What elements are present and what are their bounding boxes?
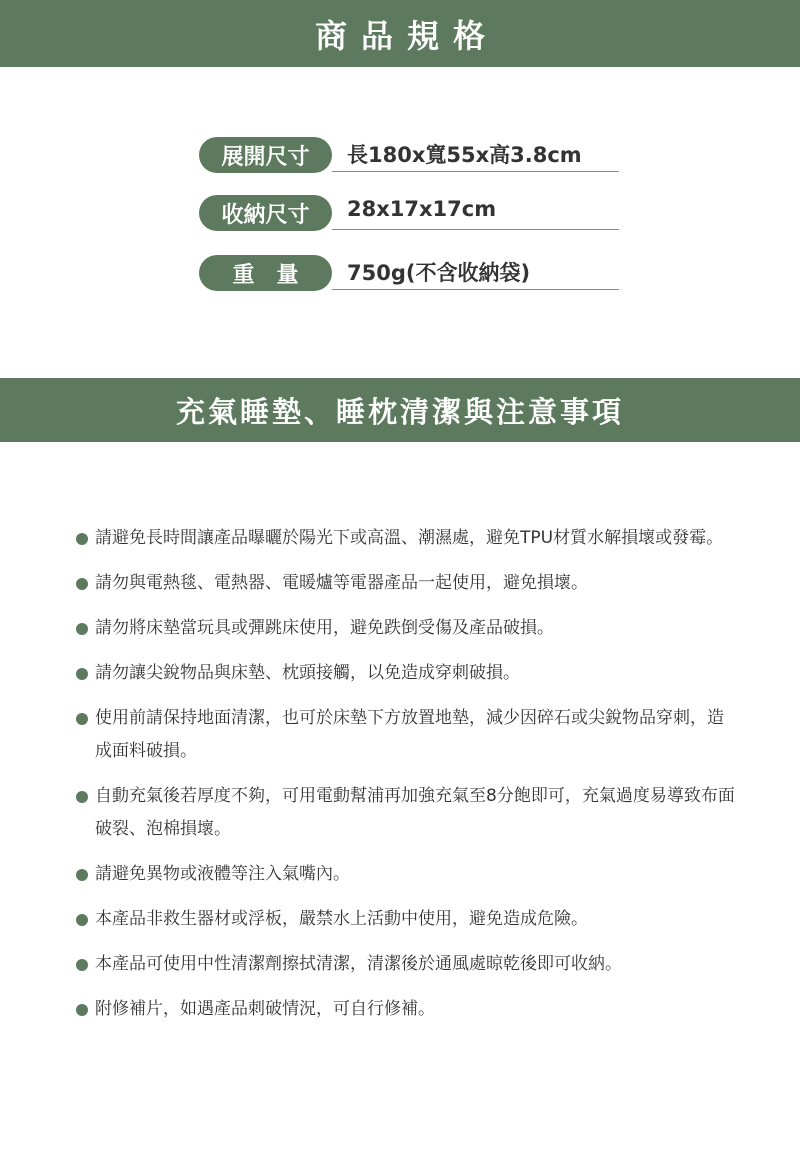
bullet-dot-icon	[76, 578, 88, 590]
list-item	[76, 702, 736, 768]
note-text: 請勿將床墊當玩具或彈跳床使用，避免跌倒受傷及產品破損。	[95, 618, 554, 638]
spec-value: 長180x寬55x高3.8cm	[347, 143, 582, 167]
list-item	[76, 858, 736, 891]
spec-banner	[0, 0, 800, 67]
list-item	[76, 567, 736, 600]
list-item	[76, 612, 736, 645]
spec-row-expanded-size	[199, 137, 619, 173]
spec-row-storage-size	[199, 195, 619, 231]
spec-value: 28x17x17cm	[347, 197, 497, 221]
list-item	[76, 780, 736, 846]
care-title: 充氣睡墊、睡枕清潔與注意事項	[175, 394, 624, 429]
bullet-dot-icon	[76, 1004, 88, 1016]
bullet-dot-icon	[76, 668, 88, 680]
spec-underline	[332, 171, 619, 172]
note-text: 請勿讓尖銳物品與床墊、枕頭接觸，以免造成穿刺破損。	[95, 663, 520, 683]
bullet-dot-icon	[76, 623, 88, 635]
bullet-dot-icon	[76, 914, 88, 926]
spec-label-pill: 展開尺寸	[199, 137, 332, 173]
bullet-dot-icon	[76, 713, 88, 725]
list-item	[76, 948, 736, 981]
note-text: 請避免長時間讓產品曝曬於陽光下或高溫、潮濕處，避免TPU材質水解損壞或發霉。	[95, 528, 724, 548]
spec-value: 750g(不含收納袋)	[347, 261, 531, 285]
bullet-dot-icon	[76, 791, 88, 803]
spec-underline	[332, 229, 619, 230]
spec-label-pill: 收納尺寸	[199, 195, 332, 231]
care-banner	[0, 378, 800, 442]
note-text: 請勿與電熱毯、電熱器、電暖爐等電器產品一起使用，避免損壞。	[95, 573, 588, 593]
spec-label-pill: 重量	[199, 255, 332, 291]
note-text: 附修補片，如遇產品刺破情況，可自行修補。	[95, 999, 435, 1019]
list-item	[76, 903, 736, 936]
note-text: 本產品可使用中性清潔劑擦拭清潔，清潔後於通風處晾乾後即可收納。	[95, 954, 622, 974]
spec-row-weight	[199, 255, 619, 291]
bullet-dot-icon	[76, 869, 88, 881]
note-text: 本產品非救生器材或浮板，嚴禁水上活動中使用，避免造成危險。	[95, 909, 588, 929]
list-item	[76, 657, 736, 690]
spec-title: 商品規格	[314, 16, 499, 55]
note-text: 請避免異物或液體等注入氣嘴內。	[95, 864, 350, 884]
bullet-dot-icon	[76, 959, 88, 971]
note-text: 自動充氣後若厚度不夠，可用電動幫浦再加強充氣至8分飽即可，充氣過度易導致布面破裂、泡棉損壞。	[95, 786, 735, 839]
list-item	[76, 522, 736, 555]
spec-underline	[332, 289, 619, 290]
bullet-dot-icon	[76, 533, 88, 545]
care-notes-list	[76, 522, 736, 1038]
list-item	[76, 993, 736, 1026]
note-text: 使用前請保持地面清潔，也可於床墊下方放置地墊，減少因碎石或尖銳物品穿刺，造成面料破損。	[95, 708, 724, 761]
